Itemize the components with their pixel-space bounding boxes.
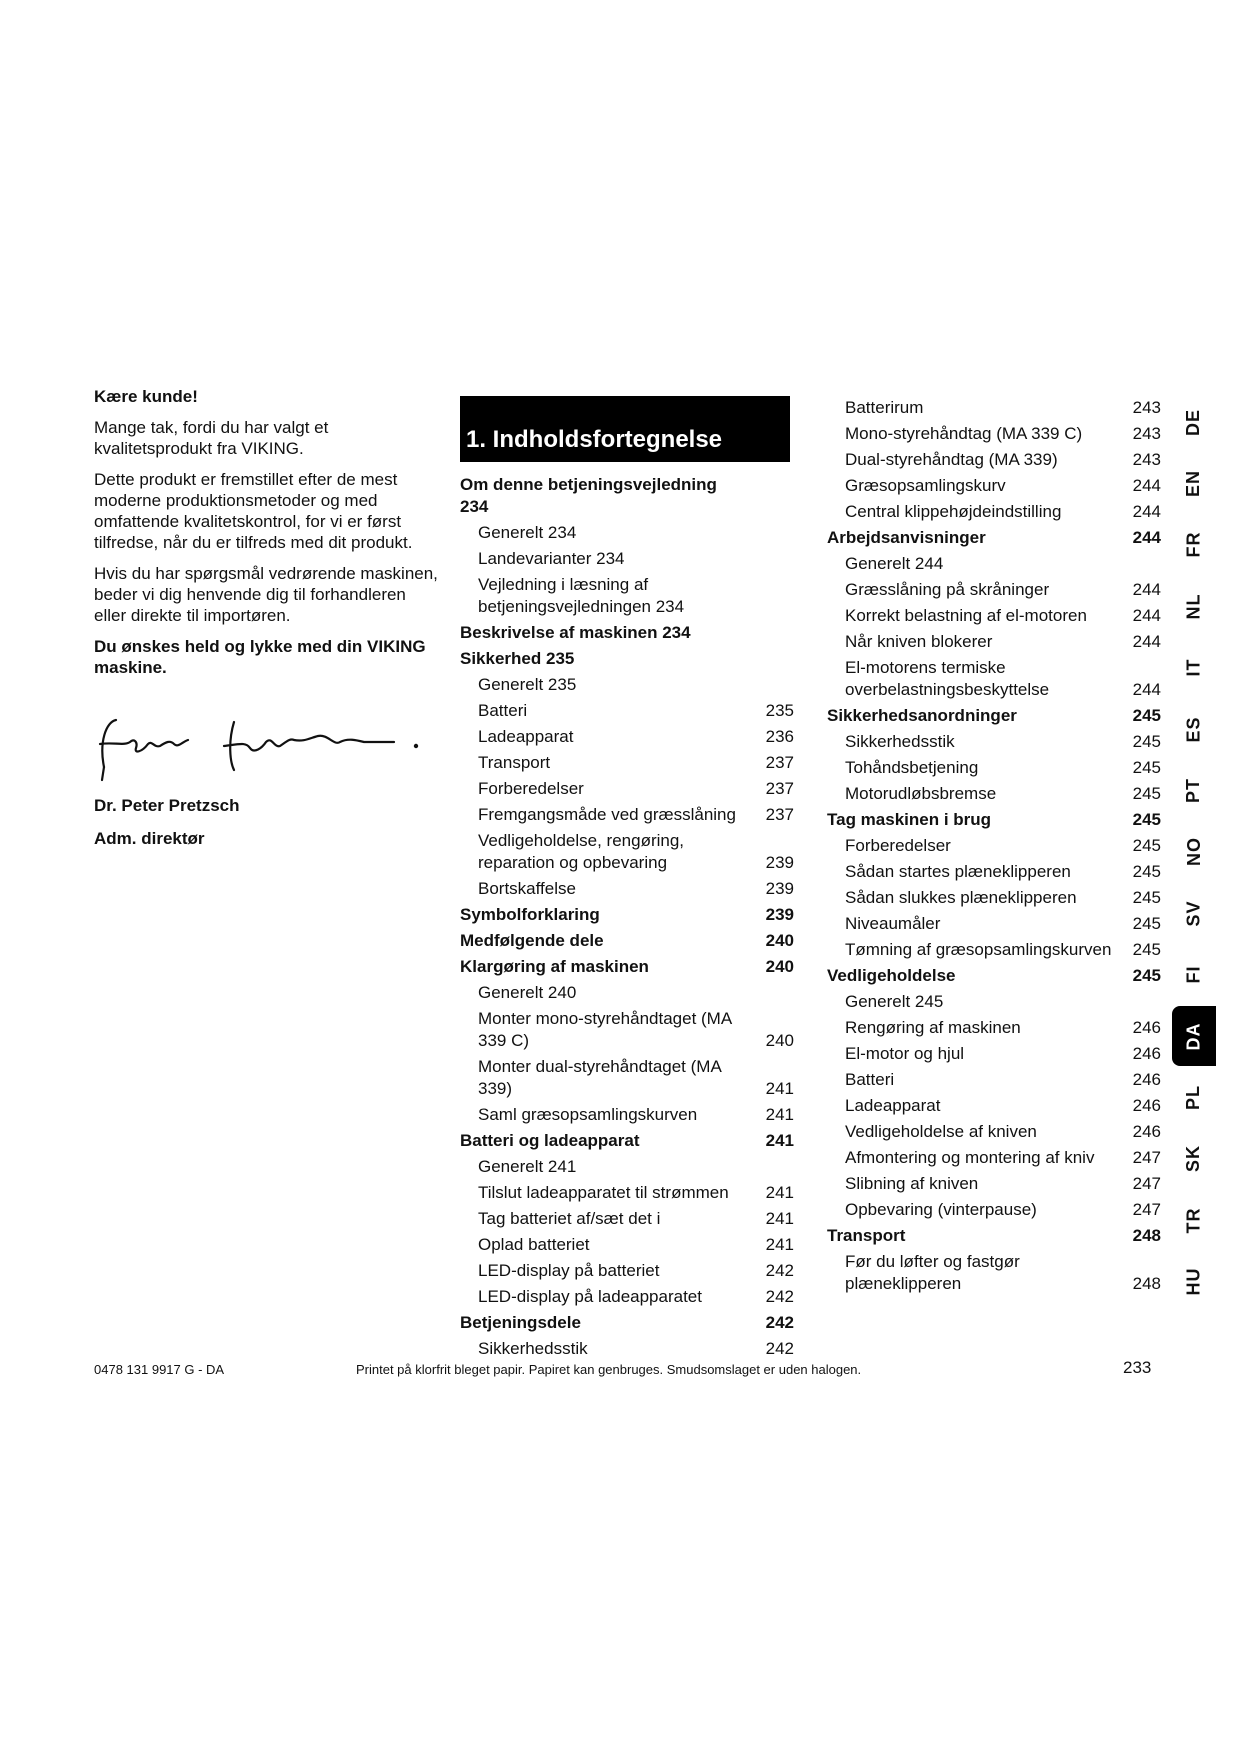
toc-entry-title: Slibning af kniven: [845, 1174, 979, 1193]
toc-entry-title: Sikkerhed 235: [460, 649, 575, 668]
toc-entry-page: 244: [1132, 476, 1161, 495]
toc-entry-title: Bortskaffelse: [478, 879, 576, 898]
toc-entry-title: Tag maskinen i brug: [827, 810, 992, 829]
toc-subsection-entry: [827, 499, 1161, 525]
toc-subsection-entry: [460, 1336, 794, 1362]
toc-subsection-entry: [827, 833, 1161, 859]
toc-subsection-entry: [827, 421, 1161, 447]
toc-entry-page: 247: [1132, 1200, 1161, 1219]
toc-entry-title: Før du løfter og fastgør plæneklipperen: [845, 1252, 1020, 1293]
toc-entry-title: Tohåndsbetjening: [845, 758, 979, 777]
language-tab-label: FI: [1183, 965, 1204, 984]
toc-section-entry: [827, 807, 1161, 833]
toc-entry-page: 235: [765, 701, 794, 720]
language-tab-fr: [1172, 515, 1216, 575]
toc-section-entry: [460, 928, 794, 954]
toc-entry-title: Vejledning i læsning af betjeningsvejledningen 234: [478, 575, 685, 616]
toc-entry-title: Generelt 234: [478, 523, 577, 542]
toc-entry-page: 241: [765, 1131, 794, 1150]
toc-entry-title: Ladeapparat: [845, 1096, 941, 1115]
toc-section-entry: [460, 646, 794, 672]
toc-entry-title: Generelt 244: [845, 554, 944, 573]
toc-entry-page: 237: [765, 753, 794, 772]
toc-entry-page: 240: [765, 1031, 794, 1050]
toc-entry-page: 246: [1132, 1018, 1161, 1037]
toc-entry-page: 239: [765, 853, 794, 872]
toc-entry-page: 240: [765, 957, 794, 976]
toc-entry-title: Sikkerhedsanordninger: [827, 706, 1017, 725]
toc-subsection-entry: [460, 1102, 794, 1128]
toc-entry-page: 241: [765, 1235, 794, 1254]
toc-subsection-entry: [460, 876, 794, 902]
toc-subsection-entry: [827, 629, 1161, 655]
toc-entry-page: 244: [1132, 606, 1161, 625]
toc-entry-title: Sikkerhedsstik: [845, 732, 955, 751]
toc-entry-title: Vedligeholdelse: [827, 966, 956, 985]
language-tab-pl: [1172, 1067, 1216, 1127]
toc-entry-page: 246: [1132, 1070, 1161, 1089]
toc-entry-title: Tag batteriet af/sæt det i: [478, 1209, 661, 1228]
toc-subsection-entry: [460, 724, 794, 750]
toc-entry-title: Monter dual-styrehåndtaget (MA 339): [478, 1057, 721, 1098]
toc-entry-title: Forberedelser: [845, 836, 951, 855]
toc-entry-title: Græsopsamlingskurv: [845, 476, 1006, 495]
toc-entry-title: Tømning af græsopsamlingskurven: [845, 940, 1112, 959]
toc-subsection-entry: [460, 828, 794, 876]
toc-subsection-entry: [460, 1258, 794, 1284]
toc-entry-title: LED-display på batteriet: [478, 1261, 660, 1280]
toc-subsection-entry: [460, 1232, 794, 1258]
language-tab-de: [1172, 392, 1216, 452]
toc-entry-page: 242: [765, 1261, 794, 1280]
toc-entry-title: Central klippehøjdeindstilling: [845, 502, 1062, 521]
toc-entry-page: 236: [765, 727, 794, 746]
toc-section-entry: [460, 902, 794, 928]
toc-entry-page: 248: [1132, 1274, 1161, 1293]
toc-entry-title: LED-display på ladeapparatet: [478, 1287, 702, 1306]
toc-subsection-entry: [827, 1249, 1161, 1297]
toc-entry-page: 244: [1132, 528, 1161, 547]
toc-column-1: [460, 472, 794, 1362]
toc-entry-title: Når kniven blokerer: [845, 632, 993, 651]
language-tab-nl: [1172, 576, 1216, 636]
toc-entry-title: Monter mono-styrehåndtaget (MA 339 C): [478, 1009, 732, 1050]
toc-entry-page: 239: [765, 905, 794, 924]
toc-entry-title: Batteri og ladeapparat: [460, 1131, 640, 1150]
toc-subsection-entry: [460, 980, 794, 1006]
toc-column-2: [827, 395, 1161, 1297]
toc-entry-title: Batteri: [478, 701, 528, 720]
toc-subsection-entry: [827, 577, 1161, 603]
toc-entry-title: Fremgangsmåde ved græsslåning: [478, 805, 736, 824]
toc-entry-title: Transport: [478, 753, 551, 772]
toc-entry-title: Landevarianter 234: [478, 549, 625, 568]
toc-subsection-entry: [460, 698, 794, 724]
toc-entry-title: Batteri: [845, 1070, 895, 1089]
toc-section-entry: [827, 703, 1161, 729]
language-tab-label: PT: [1183, 777, 1204, 803]
toc-entry-title: Græsslåning på skråninger: [845, 580, 1050, 599]
letter-paragraph: Hvis du har spørgsmål vedrørende maskinen, beder vi dig henvende dig til forhandleren eller direkte til importøren.: [94, 564, 438, 625]
toc-entry-page: 245: [1132, 810, 1161, 829]
toc-entry-title: Motorudløbsbremse: [845, 784, 997, 803]
customer-letter: [94, 386, 439, 688]
toc-entry-title: Oplad batteriet: [478, 1235, 590, 1254]
toc-heading-banner: [460, 396, 790, 462]
toc-subsection-entry: [827, 1171, 1161, 1197]
toc-subsection-entry: [460, 520, 794, 546]
toc-entry-page: 244: [1132, 580, 1161, 599]
toc-entry-title: Tilslut ladeapparatet til strømmen: [478, 1183, 729, 1202]
toc-entry-page: 244: [1132, 680, 1161, 699]
toc-subsection-entry: [827, 1197, 1161, 1223]
toc-entry-page: 244: [1132, 632, 1161, 651]
toc-entry-page: 245: [1132, 966, 1161, 985]
toc-entry-title: Mono-styrehåndtag (MA 339 C): [845, 424, 1083, 443]
toc-subsection-entry: [460, 776, 794, 802]
toc-entry-page: 239: [765, 879, 794, 898]
toc-section-entry: [827, 525, 1161, 551]
toc-subsection-entry: [460, 1054, 794, 1102]
language-tab-hu: [1172, 1252, 1216, 1312]
toc-subsection-entry: [460, 802, 794, 828]
toc-subsection-entry: [827, 1145, 1161, 1171]
language-tab-label: EN: [1183, 469, 1204, 497]
toc-subsection-entry: [827, 1067, 1161, 1093]
toc-entry-title: Symbolforklaring: [460, 905, 600, 924]
toc-entry-title: Saml græsopsamlingskurven: [478, 1105, 698, 1124]
toc-subsection-entry: [460, 1284, 794, 1310]
language-tab-label: HU: [1183, 1267, 1204, 1296]
toc-entry-title: Vedligeholdelse, rengøring, reparation og opbevaring: [478, 831, 685, 872]
toc-entry-page: 241: [765, 1079, 794, 1098]
toc-entry-title: El-motorens termiske overbelastningsbeskyttelse: [845, 658, 1050, 699]
toc-entry-title: Dual-styrehåndtag (MA 339): [845, 450, 1058, 469]
language-tab-es: [1172, 699, 1216, 759]
toc-section-entry: [460, 620, 794, 646]
toc-entry-title: El-motor og hjul: [845, 1044, 965, 1063]
toc-subsection-entry: [460, 572, 794, 620]
language-tab-label: NO: [1183, 837, 1204, 867]
toc-entry-page: 245: [1132, 836, 1161, 855]
toc-heading: 1. Indholdsfortegnelse: [466, 426, 723, 453]
toc-entry-page: 244: [1132, 502, 1161, 521]
toc-entry-page: 246: [1132, 1096, 1161, 1115]
toc-entry-title: Transport: [827, 1226, 906, 1245]
language-tab-label: PL: [1183, 1084, 1204, 1110]
toc-entry-title: Sikkerhedsstik: [478, 1339, 588, 1358]
toc-entry-title: Betjeningsdele: [460, 1313, 581, 1332]
language-tab-label: DE: [1183, 408, 1204, 436]
toc-entry-title: Forberedelser: [478, 779, 584, 798]
letter-greeting: Kære kunde!: [94, 387, 198, 406]
toc-section-entry: [460, 954, 794, 980]
toc-subsection-entry: [827, 1041, 1161, 1067]
toc-entry-page: 248: [1132, 1226, 1161, 1245]
toc-entry-page: 247: [1132, 1174, 1161, 1193]
language-tab-label: NL: [1183, 593, 1204, 620]
language-tab-no: [1172, 822, 1216, 882]
toc-subsection-entry: [827, 603, 1161, 629]
toc-entry-page: 246: [1132, 1122, 1161, 1141]
toc-subsection-entry: [460, 1180, 794, 1206]
toc-entry-title: Beskrivelse af maskinen 234: [460, 623, 691, 642]
toc-entry-title: Vedligeholdelse af kniven: [845, 1122, 1037, 1141]
toc-entry-title: Generelt 241: [478, 1157, 577, 1176]
letter-paragraph: Dette produkt er fremstillet efter de mest moderne produktionsmetoder og med omfattende kvalitetskontrol, for vi er først tilfredse, når du er tilfreds med dit produkt.: [94, 470, 413, 552]
toc-entry-title: Sådan slukkes plæneklipperen: [845, 888, 1077, 907]
toc-entry-page: 237: [765, 779, 794, 798]
language-tab-sv: [1172, 883, 1216, 943]
toc-entry-title: Medfølgende dele: [460, 931, 604, 950]
toc-entry-title: Om denne betjeningsvejledning 234: [460, 475, 717, 516]
paper-note: Printet på klorfrit bleget papir. Papiret kan genbruges. Smudsomslaget er uden halogen.: [356, 1362, 862, 1377]
language-tab-sk: [1172, 1129, 1216, 1189]
toc-section-entry: [460, 1128, 794, 1154]
toc-subsection-entry: [827, 551, 1161, 577]
toc-subsection-entry: [827, 989, 1161, 1015]
toc-section-entry: [827, 1223, 1161, 1249]
toc-subsection-entry: [460, 1006, 794, 1054]
toc-subsection-entry: [827, 1119, 1161, 1145]
letter-paragraph: Mange tak, fordi du har valgt et kvalitetsprodukt fra VIKING.: [94, 418, 329, 458]
language-tab-it: [1172, 638, 1216, 698]
toc-entry-page: 245: [1132, 914, 1161, 933]
toc-subsection-entry: [827, 395, 1161, 421]
toc-subsection-entry: [460, 750, 794, 776]
language-tab-label: SK: [1183, 1145, 1204, 1173]
toc-subsection-entry: [827, 447, 1161, 473]
toc-subsection-entry: [460, 546, 794, 572]
toc-entry-title: Niveaumåler: [845, 914, 941, 933]
toc-subsection-entry: [827, 755, 1161, 781]
page-number: 233: [1123, 1358, 1152, 1377]
toc-entry-page: 245: [1132, 862, 1161, 881]
toc-entry-title: Arbejdsanvisninger: [827, 528, 986, 547]
toc-section-entry: [827, 963, 1161, 989]
toc-entry-page: 245: [1132, 732, 1161, 751]
toc-entry-title: Generelt 235: [478, 675, 577, 694]
language-tab-label: DA: [1183, 1022, 1204, 1050]
toc-entry-page: 237: [765, 805, 794, 824]
signer-title: Adm. direktør: [94, 829, 205, 848]
toc-entry-page: 241: [765, 1105, 794, 1124]
toc-entry-title: Generelt 245: [845, 992, 944, 1011]
toc-entry-page: 243: [1132, 398, 1161, 417]
toc-entry-page: 241: [765, 1183, 794, 1202]
toc-entry-page: 245: [1132, 706, 1161, 725]
language-tab-label: TR: [1183, 1207, 1204, 1234]
toc-entry-title: Batterirum: [845, 398, 924, 417]
toc-entry-title: Opbevaring (vinterpause): [845, 1200, 1037, 1219]
toc-subsection-entry: [827, 911, 1161, 937]
language-tab-tr: [1172, 1190, 1216, 1250]
toc-subsection-entry: [460, 1154, 794, 1180]
toc-entry-title: Afmontering og montering af kniv: [845, 1148, 1095, 1167]
language-tab-label: FR: [1183, 531, 1204, 558]
language-tab-label: SV: [1183, 900, 1204, 927]
toc-subsection-entry: [827, 655, 1161, 703]
language-tab-label: IT: [1183, 658, 1204, 677]
language-tab-da: [1172, 1006, 1216, 1066]
toc-entry-title: Generelt 240: [478, 983, 577, 1002]
toc-entry-page: 243: [1132, 450, 1161, 469]
toc-section-entry: [460, 472, 794, 520]
toc-entry-page: 247: [1132, 1148, 1161, 1167]
toc-entry-page: 242: [765, 1339, 794, 1358]
toc-entry-title: Sådan startes plæneklipperen: [845, 862, 1071, 881]
toc-entry-title: Korrekt belastning af el-motoren: [845, 606, 1087, 625]
toc-entry-page: 242: [765, 1287, 794, 1306]
toc-entry-page: 245: [1132, 940, 1161, 959]
toc-entry-title: Rengøring af maskinen: [845, 1018, 1021, 1037]
toc-subsection-entry: [827, 885, 1161, 911]
toc-entry-page: 246: [1132, 1044, 1161, 1063]
toc-subsection-entry: [827, 473, 1161, 499]
toc-entry-page: 241: [765, 1209, 794, 1228]
toc-subsection-entry: [827, 729, 1161, 755]
signer-name: Dr. Peter Pretzsch: [94, 796, 240, 815]
language-tab-pt: [1172, 760, 1216, 820]
language-tab-label: ES: [1183, 715, 1204, 743]
toc-subsection-entry: [827, 781, 1161, 807]
language-tab-fi: [1172, 945, 1216, 1005]
toc-subsection-entry: [460, 1206, 794, 1232]
toc-subsection-entry: [827, 1015, 1161, 1041]
toc-entry-title: Klargøring af maskinen: [460, 957, 649, 976]
letter-closing: Du ønskes held og lykke med din VIKING maskine.: [94, 637, 426, 677]
language-tab-en: [1172, 453, 1216, 513]
toc-subsection-entry: [827, 859, 1161, 885]
toc-entry-page: 240: [765, 931, 794, 950]
toc-entry-title: Ladeapparat: [478, 727, 574, 746]
toc-entry-page: 243: [1132, 424, 1161, 443]
toc-subsection-entry: [827, 937, 1161, 963]
toc-section-entry: [460, 1310, 794, 1336]
toc-entry-page: 245: [1132, 758, 1161, 777]
signature-image: [94, 712, 434, 782]
toc-subsection-entry: [460, 672, 794, 698]
toc-subsection-entry: [827, 1093, 1161, 1119]
toc-entry-page: 245: [1132, 888, 1161, 907]
toc-entry-page: 242: [765, 1313, 794, 1332]
toc-entry-page: 245: [1132, 784, 1161, 803]
document-code: 0478 131 9917 G - DA: [94, 1362, 225, 1377]
